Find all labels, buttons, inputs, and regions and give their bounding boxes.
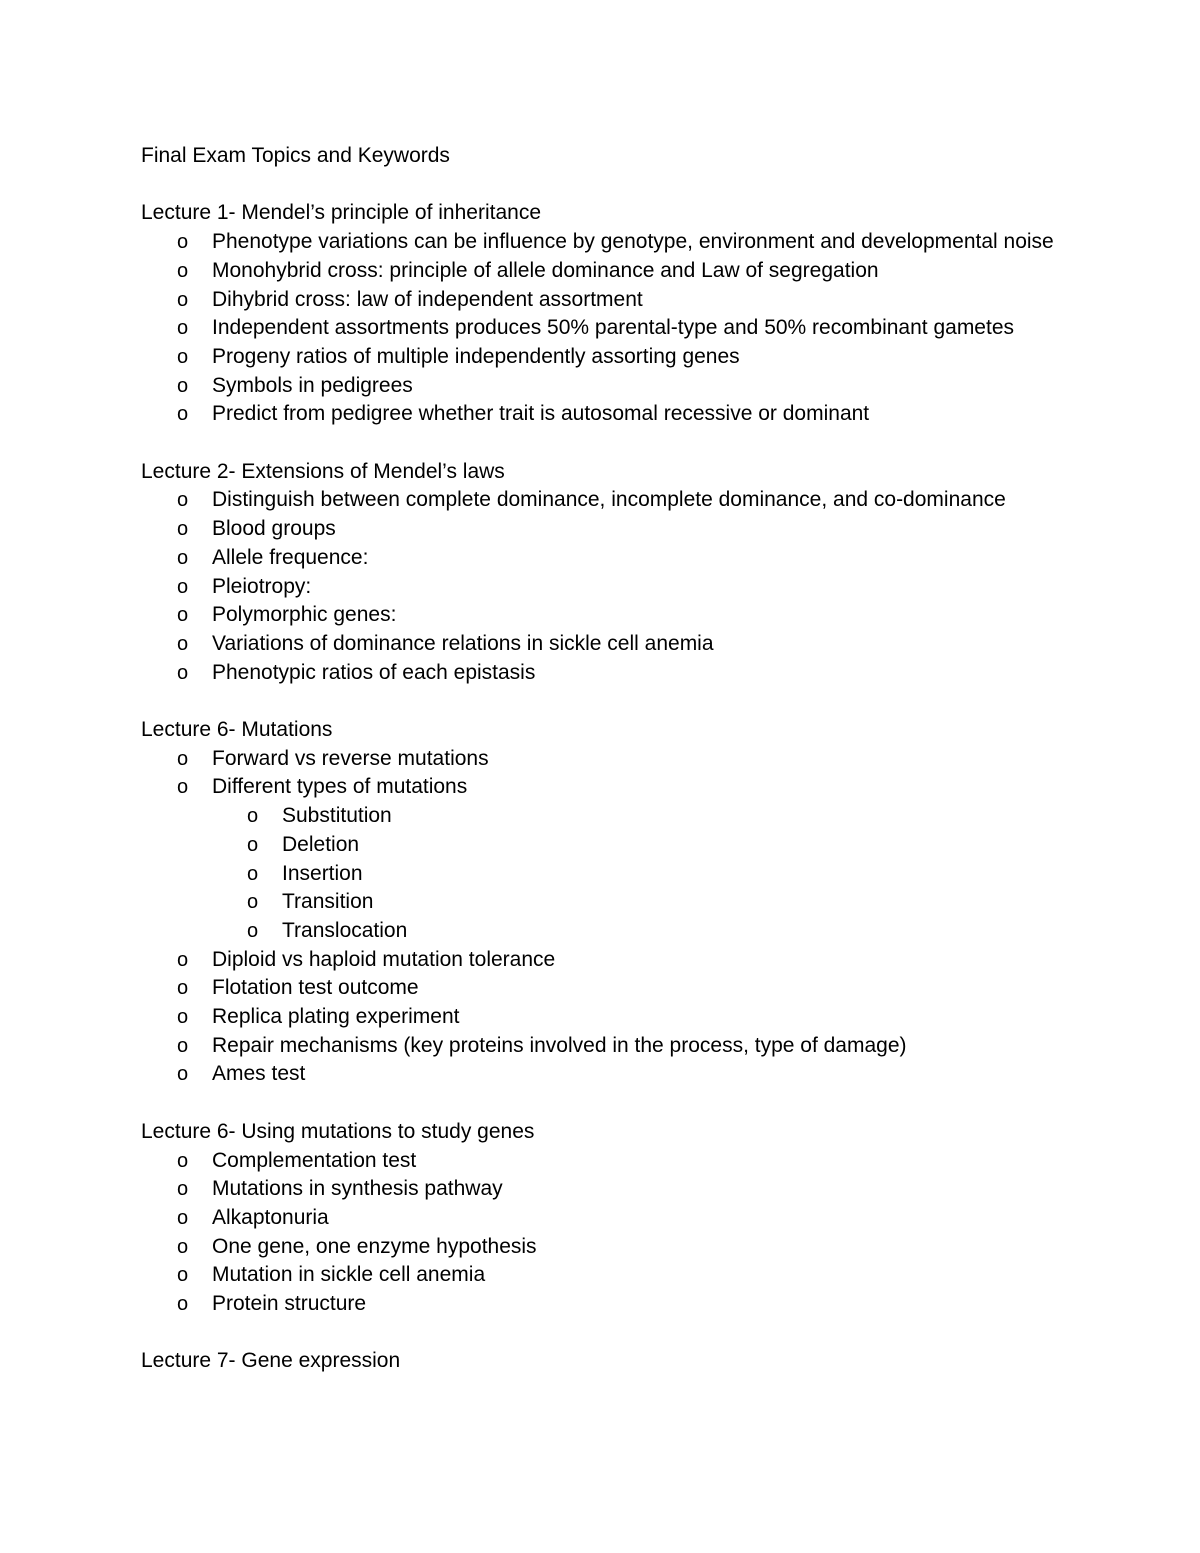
list-item-text: Mutations in synthesis pathway <box>212 1177 503 1201</box>
list-item <box>141 515 1101 544</box>
document-title: Final Exam Topics and Keywords <box>141 144 450 167</box>
sub-list-item <box>141 917 1101 946</box>
list-item <box>141 372 1101 401</box>
hollow-bullet-icon: o <box>177 1006 189 1029</box>
list-item-text: Alkaptonuria <box>212 1205 329 1229</box>
hollow-bullet-icon: o <box>177 374 189 397</box>
topic-list <box>141 486 1101 687</box>
lecture-section <box>141 199 1101 429</box>
list-item <box>141 1175 1101 1204</box>
list-item <box>141 286 1101 315</box>
list-item-text: Ames test <box>212 1062 306 1086</box>
hollow-bullet-icon: o <box>177 747 189 770</box>
list-item <box>141 1032 1101 1061</box>
hollow-bullet-icon: o <box>247 833 259 856</box>
list-item-text: Protein structure <box>212 1292 367 1316</box>
topic-list <box>141 745 1101 1089</box>
list-item-text: Progeny ratios of multiple independently assorting genes <box>212 344 740 368</box>
list-item-text: Variations of dominance relations in sickle cell anemia <box>212 631 714 655</box>
lecture-section <box>141 1118 1101 1319</box>
list-item-text: Allele frequence: <box>212 545 369 569</box>
list-item-text: Polymorphic genes: <box>212 603 397 627</box>
list-item <box>141 1204 1101 1233</box>
list-item <box>141 314 1101 343</box>
sub-list-item <box>141 831 1101 860</box>
list-item-text: Flotation test outcome <box>212 976 419 1000</box>
list-item-text: Repair mechanisms (key proteins involved in the process, type of damage) <box>212 1033 907 1057</box>
topic-list <box>141 228 1101 429</box>
hollow-bullet-icon: o <box>177 1293 189 1316</box>
hollow-bullet-icon: o <box>177 776 189 799</box>
list-item-text: Phenotype variations can be influence by genotype, environment and developmental noise <box>212 230 1054 254</box>
topic-list <box>141 1147 1101 1319</box>
list-item-text: Predict from pedigree whether trait is autosomal recessive or dominant <box>212 402 870 426</box>
list-item <box>141 659 1101 688</box>
hollow-bullet-icon: o <box>177 1235 189 1258</box>
hollow-bullet-icon: o <box>177 575 189 598</box>
document-page <box>141 142 1101 1376</box>
section-heading: Lecture 7- Gene expression <box>141 1349 401 1373</box>
hollow-bullet-icon: o <box>177 259 189 282</box>
hollow-bullet-icon: o <box>177 1063 189 1086</box>
list-item-text: Substitution <box>282 804 392 828</box>
list-item-text: One gene, one enzyme hypothesis <box>212 1234 537 1258</box>
list-item <box>141 573 1101 602</box>
list-item <box>141 1261 1101 1290</box>
section-heading: Lecture 6- Using mutations to study genes <box>141 1119 535 1143</box>
list-item <box>141 257 1101 286</box>
list-item-text: Translocation <box>282 918 408 942</box>
list-item <box>141 544 1101 573</box>
hollow-bullet-icon: o <box>177 317 189 340</box>
list-item-text: Diploid vs haploid mutation tolerance <box>212 947 556 971</box>
sub-list-item <box>141 888 1101 917</box>
list-item <box>141 343 1101 372</box>
list-item-text: Complementation test <box>212 1148 417 1172</box>
hollow-bullet-icon: o <box>177 1206 189 1229</box>
lecture-section <box>141 458 1101 688</box>
list-item-text: Independent assortments produces 50% parental-type and 50% recombinant gametes <box>212 316 1014 340</box>
list-item <box>141 630 1101 659</box>
hollow-bullet-icon: o <box>177 632 189 655</box>
list-item <box>141 773 1101 802</box>
hollow-bullet-icon: o <box>247 862 259 885</box>
list-item <box>141 1060 1101 1089</box>
section-heading: Lecture 6- Mutations <box>141 718 333 742</box>
section-heading: Lecture 2- Extensions of Mendel’s laws <box>141 459 505 483</box>
list-item-text: Mutation in sickle cell anemia <box>212 1263 486 1287</box>
list-item <box>141 1233 1101 1262</box>
list-item <box>141 601 1101 630</box>
lecture-section <box>141 1347 1101 1376</box>
list-item <box>141 486 1101 515</box>
hollow-bullet-icon: o <box>177 546 189 569</box>
list-item <box>141 946 1101 975</box>
sub-list-item <box>141 860 1101 889</box>
sub-list-item <box>141 802 1101 831</box>
list-item <box>141 1003 1101 1032</box>
list-item-text: Blood groups <box>212 517 336 541</box>
list-item-text: Dihybrid cross: law of independent assortment <box>212 287 643 311</box>
list-item-text: Different types of mutations <box>212 775 468 799</box>
list-item-text: Symbols in pedigrees <box>212 373 413 397</box>
section-heading: Lecture 1- Mendel’s principle of inheritance <box>141 201 542 225</box>
list-item <box>141 745 1101 774</box>
hollow-bullet-icon: o <box>247 919 259 942</box>
lecture-section <box>141 716 1101 1089</box>
list-item <box>141 1147 1101 1176</box>
list-item <box>141 400 1101 429</box>
hollow-bullet-icon: o <box>177 1264 189 1287</box>
list-item-text: Replica plating experiment <box>212 1005 460 1029</box>
sections-container <box>141 199 1101 1376</box>
hollow-bullet-icon: o <box>177 403 189 426</box>
hollow-bullet-icon: o <box>177 489 189 512</box>
hollow-bullet-icon: o <box>177 977 189 1000</box>
hollow-bullet-icon: o <box>177 231 189 254</box>
hollow-bullet-icon: o <box>177 948 189 971</box>
list-item-text: Transition <box>282 890 374 914</box>
list-item <box>141 974 1101 1003</box>
hollow-bullet-icon: o <box>177 1149 189 1172</box>
hollow-bullet-icon: o <box>177 518 189 541</box>
list-item-text: Deletion <box>282 832 360 856</box>
hollow-bullet-icon: o <box>177 604 189 627</box>
list-item-text: Monohybrid cross: principle of allele dominance and Law of segregation <box>212 258 879 282</box>
list-item-text: Insertion <box>282 861 363 885</box>
list-item-text: Phenotypic ratios of each epistasis <box>212 660 536 684</box>
list-item <box>141 1290 1101 1319</box>
list-item-text: Forward vs reverse mutations <box>212 746 489 770</box>
hollow-bullet-icon: o <box>177 1034 189 1057</box>
list-item-text: Distinguish between complete dominance, incomplete dominance, and co-dominance <box>212 488 1006 512</box>
hollow-bullet-icon: o <box>247 891 259 914</box>
hollow-bullet-icon: o <box>177 345 189 368</box>
list-item <box>141 228 1101 257</box>
hollow-bullet-icon: o <box>177 661 189 684</box>
hollow-bullet-icon: o <box>177 1178 189 1201</box>
hollow-bullet-icon: o <box>247 805 259 828</box>
hollow-bullet-icon: o <box>177 288 189 311</box>
list-item-text: Pleiotropy: <box>212 574 312 598</box>
